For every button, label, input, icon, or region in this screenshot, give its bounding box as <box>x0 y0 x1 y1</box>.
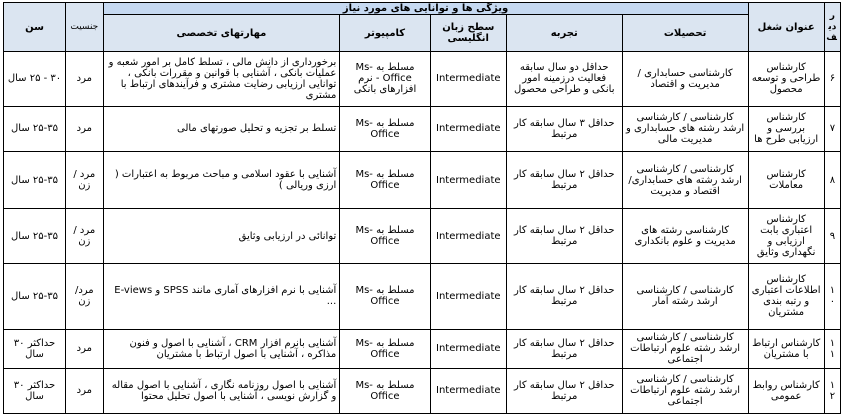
table-row <box>4 52 841 107</box>
cell-education: کارشناسی / کارشناسی ارشد رشته علوم ارتباطات اجتماعی <box>622 329 748 368</box>
cell-skills: آشنایی با نرم افزارهای آماری مانند SPSS و E-views ... <box>103 263 340 329</box>
header-computer: کامپیوتر <box>340 15 430 52</box>
cell-computer: مسلط به Ms-Office <box>340 368 430 413</box>
cell-row-number: ۹ <box>824 209 840 264</box>
cell-age: ۲۵-۳۵ سال <box>4 263 66 329</box>
cell-age: ۲۵-۳۵ سال <box>4 151 66 209</box>
cell-age: ۲۵-۳۵ سال <box>4 106 66 151</box>
cell-row-number: ۷ <box>824 106 840 151</box>
cell-education: کارشناسی / کارشناسی ارشد رشته های حسابداری و مدیریت مالی <box>622 106 748 151</box>
header-experience: تجربه <box>506 15 622 52</box>
cell-skills: تسلط بر تجزیه و تحلیل صورتهای مالی <box>103 106 340 151</box>
cell-gender: مرد / زن <box>66 151 104 209</box>
header-job-title: عنوان شغل <box>748 3 824 52</box>
cell-row-number: ۱۱ <box>824 329 840 368</box>
cell-education: کارشناسی حسابداری / مدیریت و اقتصاد <box>622 52 748 107</box>
cell-age: حداکثر ۳۰ سال <box>4 368 66 413</box>
cell-experience: حداقل ۲ سال سابقه کار مرتبط <box>506 263 622 329</box>
cell-skills: توانائی در ارزیابی وثایق <box>103 209 340 264</box>
cell-english-level: Intermediate <box>430 151 506 209</box>
cell-skills: آشنایی بانرم افزار CRM ، آشنایی با اصول و فنون مذاکره ، آشنایی با اصول ارتباط با مشتریان <box>103 329 340 368</box>
cell-experience: حداقل دو سال سابقه فعالیت درزمینه امور بانکی و طراحی محصول <box>506 52 622 107</box>
cell-row-number: ۱۰ <box>824 263 840 329</box>
cell-experience: حداقل ۲ سال سابقه کار مرتبط <box>506 151 622 209</box>
cell-age: ۳۰ - ۲۵ سال <box>4 52 66 107</box>
cell-computer: مسلط به Ms-Office <box>340 329 430 368</box>
header-row-number: ردیف <box>824 3 840 52</box>
cell-education: کارشناسی / کارشناسی ارشد رشته علوم ارتباطات اجتماعی <box>622 368 748 413</box>
cell-skills: آشنایی با اصول روزنامه نگاری ، آشنایی با اصول مقاله و گزارش نویسی ، آشنایی با اصول تحلیل محتوا <box>103 368 340 413</box>
cell-gender: مرد/ زن <box>66 263 104 329</box>
header-english-level: سطح زبان انگلیسی <box>430 15 506 52</box>
cell-education: کارشناسی / کارشناسی ارشد رشته های حسابداری/ اقتصاد و مدیریت <box>622 151 748 209</box>
cell-job-title: کارشناس معاملات <box>748 151 824 209</box>
cell-row-number: ۸ <box>824 151 840 209</box>
cell-gender: مرد <box>66 329 104 368</box>
cell-gender: مرد <box>66 368 104 413</box>
cell-computer: مسلط به Ms-Office <box>340 263 430 329</box>
header-age: سن <box>4 3 66 52</box>
cell-education: کارشناسی / کارشناسی ارشد رشته آمار <box>622 263 748 329</box>
cell-job-title: کارشناس طراحی و توسعه محصول <box>748 52 824 107</box>
cell-english-level: Intermediate <box>430 106 506 151</box>
cell-row-number: ۱۲ <box>824 368 840 413</box>
table-row <box>4 151 841 209</box>
header-skills: مهارتهای تخصصی <box>103 15 340 52</box>
cell-computer: مسلط به Ms-Office <box>340 209 430 264</box>
job-requirements-table <box>3 2 841 414</box>
cell-education: کارشناسی رشته های مدیریت و علوم بانکداری <box>622 209 748 264</box>
cell-age: حداکثر ۳۰ سال <box>4 329 66 368</box>
cell-skills: آشنایی با عقود اسلامی و مباحث مربوط به اعتبارات ( ارزی وریالی ) <box>103 151 340 209</box>
cell-computer: مسلط به Ms-Office <box>340 106 430 151</box>
cell-english-level: Intermediate <box>430 263 506 329</box>
cell-experience: حداقل ۳ سال سابقه کار مرتبط <box>506 106 622 151</box>
header-gender: جنسیت <box>66 3 104 52</box>
table-row <box>4 209 841 264</box>
cell-experience: حداقل ۲ سال سابقه کار مرتبط <box>506 368 622 413</box>
cell-gender: مرد <box>66 106 104 151</box>
cell-job-title: کارشناس بررسی و ارزیابی طرح ها <box>748 106 824 151</box>
cell-job-title: کارشناس اطلاعات اعتباری و رتبه بندی مشتریان <box>748 263 824 329</box>
header-requirements-group: ویژگی ها و توانایی های مورد نیاز <box>103 3 748 15</box>
cell-computer: مسلط به Ms-Office <box>340 151 430 209</box>
cell-skills: برخورداری از دانش مالی ، تسلط کامل بر امور شعبه و عملیات بانکی ، آشنایی با قوانین و مقررات بانکی ، توانایی ارزیابی رضایت مشتری و فرآیندهای ارتباط با مشتری <box>103 52 340 107</box>
cell-gender: مرد <box>66 52 104 107</box>
cell-experience: حداقل ۲ سال سابقه کار مرتبط <box>506 209 622 264</box>
cell-english-level: Intermediate <box>430 329 506 368</box>
cell-english-level: Intermediate <box>430 368 506 413</box>
header-education: تحصیلات <box>622 15 748 52</box>
cell-gender: مرد / زن <box>66 209 104 264</box>
cell-computer: مسلط به Ms-Office - نرم افزارهای بانکی <box>340 52 430 107</box>
cell-english-level: Intermediate <box>430 209 506 264</box>
cell-row-number: ۶ <box>824 52 840 107</box>
cell-job-title: کارشناس اعتباری بابت ارزیابی و نگهداری وثایق <box>748 209 824 264</box>
table-row <box>4 106 841 151</box>
cell-job-title: کارشناس روابط عمومی <box>748 368 824 413</box>
table-row <box>4 329 841 368</box>
table-row <box>4 368 841 413</box>
cell-english-level: Intermediate <box>430 52 506 107</box>
cell-age: ۲۵-۳۵ سال <box>4 209 66 264</box>
cell-experience: حداقل ۲ سال سابقه کار مرتبط <box>506 329 622 368</box>
cell-job-title: کارشناس ارتباط با مشتریان <box>748 329 824 368</box>
table-row <box>4 263 841 329</box>
